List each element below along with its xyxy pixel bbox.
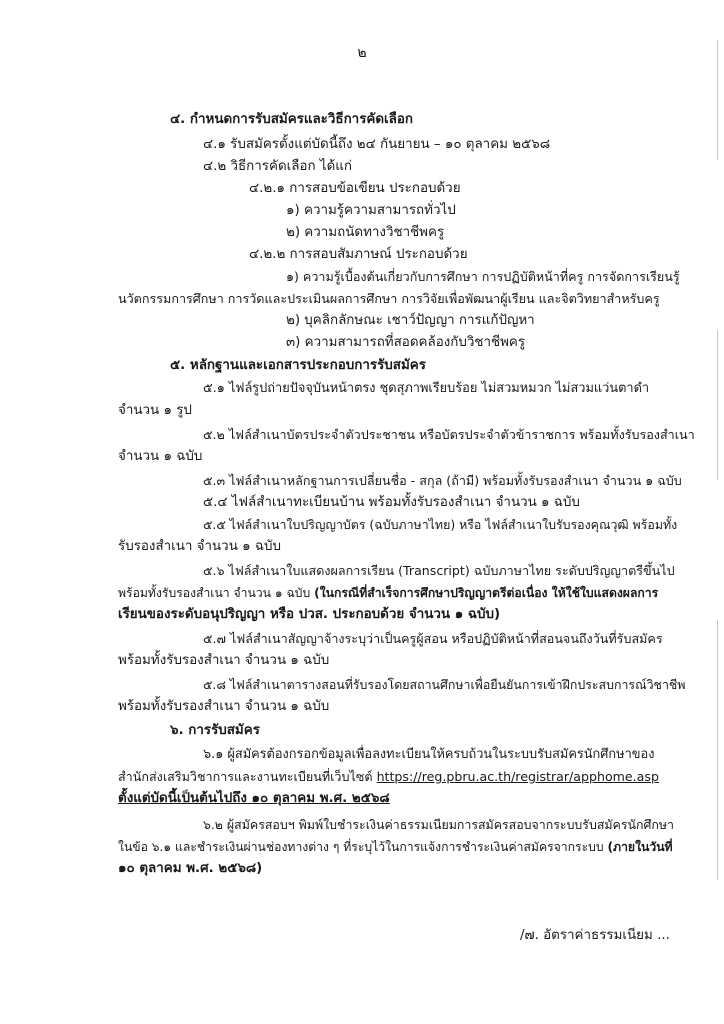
item-4-2-2-a: ๑) ความรู้เบื้องต้นเกี่ยวกับการศึกษา การปฏิบัติหน้าที่ครู การจัดการเรียนรู้ [286,269,680,284]
item-6-2: ๖.๒ ผู้สมัครสอบฯ พิมพ์ใบชำระเงินค่าธรรมเนียมการสมัครสอบจากระบบรับสมัครนักศึกษา [203,817,674,832]
section-5-heading: ๕. หลักฐานและเอกสารประกอบการรับสมัคร [170,358,426,373]
item-4-2-1: ๔.๒.๑ การสอบข้อเขียน ประกอบด้วย [249,181,461,196]
item-4-2: ๔.๒ วิธีการคัดเลือก ได้แก่ [203,159,352,174]
section-6-heading: ๖. การรับสมัคร [170,723,260,738]
item-5-5: ๕.๕ ไฟล์สำเนาใบปริญญาบัตร (ฉบับภาษาไทย) หรือ ไฟล์สำเนาใบรับรองคุณวุฒิ พร้อมทั้ง [203,517,678,532]
item-5-6-note-cont: เรียนของระดับอนุปริญญา หรือ ปวส. ประกอบด้วย จำนวน ๑ ฉบับ) [118,607,501,622]
item-5-3: ๕.๓ ไฟล์สำเนาหลักฐานการเปลี่ยนชื่อ - สกุล (ถ้ามี) พร้อมทั้งรับรองสำเนา จำนวน ๑ ฉบับ [203,473,682,488]
item-5-8-cont: พร้อมทั้งรับรองสำเนา จำนวน ๑ ฉบับ [118,699,330,714]
item-5-1-cont: จำนวน ๑ รูป [118,403,192,418]
registration-link[interactable]: https://reg.pbru.ac.th/registrar/apphome.asp [376,769,659,784]
item-5-7-cont: พร้อมทั้งรับรองสำเนา จำนวน ๑ ฉบับ [118,653,330,668]
item-5-2-cont: จำนวน ๑ ฉบับ [118,449,203,464]
item-5-6-plain: พร้อมทั้งรับรองสำเนา จำนวน ๑ ฉบับ [118,586,315,600]
item-6-2-note-cont: ๑๐ ตุลาคม พ.ศ. ๒๕๖๘) [118,861,263,876]
item-5-1: ๕.๑ ไฟล์รูปถ่ายปัจจุบันหน้าตรง ชุดสุภาพเรียบร้อย ไม่สวมหมวก ไม่สวมแว่นตาดำ [203,381,650,396]
item-4-2-1-b: ๒) ความถนัดทางวิชาชีพครู [286,225,445,240]
item-5-6-note: (ในกรณีที่สำเร็จการศึกษาปริญญาตรีต่อเนื่อง ให้ใช้ใบแสดงผลการ [314,586,659,600]
item-4-2-2-a-cont: นวัตกรรมการศึกษา การวัดและประเมินผลการศึกษา การวิจัยเพื่อพัฒนาผู้เรียน และจิตวิทยาสำหรับครู [118,291,660,306]
continuation-note: /๗. อัตราค่าธรรมเนียม ... [520,928,670,943]
item-6-1: ๖.๑ ผู้สมัครต้องกรอกข้อมูลเพื่อลงทะเบียนให้ครบถ้วนในระบบรับสมัครนักศึกษาของ [203,747,655,762]
item-5-4: ๕.๔ ไฟล์สำเนาทะเบียนบ้าน พร้อมทั้งรับรองสำเนา จำนวน ๑ ฉบับ [203,495,580,510]
item-5-7: ๕.๗ ไฟล์สำเนาสัญญาจ้างระบุว่าเป็นครูผู้สอน หรือปฏิบัติหน้าที่สอนจนถึงวันที่รับสมัคร [203,631,663,646]
item-5-8: ๕.๘ ไฟล์สำเนาตารางสอนที่รับรองโดยสถานศึกษาเพื่อยืนยันการเข้าฝึกประสบการณ์วิชาชีพ [203,677,686,692]
item-6-2-note: (ภายในวันที่ [607,840,673,854]
item-6-1-deadline: ตั้งแต่บัดนี้เป็นต้นไปถึง ๑๐ ตุลาคม พ.ศ. ๒๕๖๘ [118,791,390,806]
item-4-2-2: ๔.๒.๒ การสอบสัมภาษณ์ ประกอบด้วย [249,247,468,262]
item-5-6: ๕.๖ ไฟล์สำเนาใบแสดงผลการเรียน (Transcript) ฉบับภาษาไทย ระดับปริญญาตรีขึ้นไป [203,563,675,578]
page-edge-shadow [717,620,718,880]
item-4-1: ๔.๑ รับสมัครตั้งแต่บัดนี้ถึง ๒๔ กันยายน – ๑๐ ตุลาคม ๒๕๖๘ [203,137,551,152]
item-4-2-2-c: ๓) ความสามารถที่สอดคล้องกับวิชาชีพครู [286,335,526,350]
item-6-1-plain: สำนักส่งเสริมวิชาการและงานทะเบียนที่เว็บไซต์ [118,769,377,784]
item-6-2-cont [118,838,673,856]
item-5-5-cont: รับรองสำเนา จำนวน ๑ ฉบับ [118,539,281,554]
page-number: ๒ [357,45,367,61]
item-6-2-plain: ในข้อ ๖.๑ และชำระเงินผ่านช่องทางต่าง ๆ ที่ระบุไว้ในการแจ้งการชำระเงินค่าสมัครจากระบบ [118,840,608,854]
item-6-1-cont [118,768,659,786]
item-5-2: ๕.๒ ไฟล์สำเนาบัตรประจำตัวประชาชน หรือบัตรประจำตัวข้าราชการ พร้อมทั้งรับรองสำเนา [203,427,695,442]
page-edge-shadow [717,330,718,480]
item-4-2-1-a: ๑) ความรู้ความสามารถทั่วไป [286,203,456,218]
item-4-2-2-b: ๒) บุคลิกลักษณะ เชาว์ปัญญา การแก้ปัญหา [286,313,535,328]
section-4-heading: ๔. กำหนดการรับสมัครและวิธีการคัดเลือก [170,112,413,127]
item-5-6-cont [118,584,658,602]
